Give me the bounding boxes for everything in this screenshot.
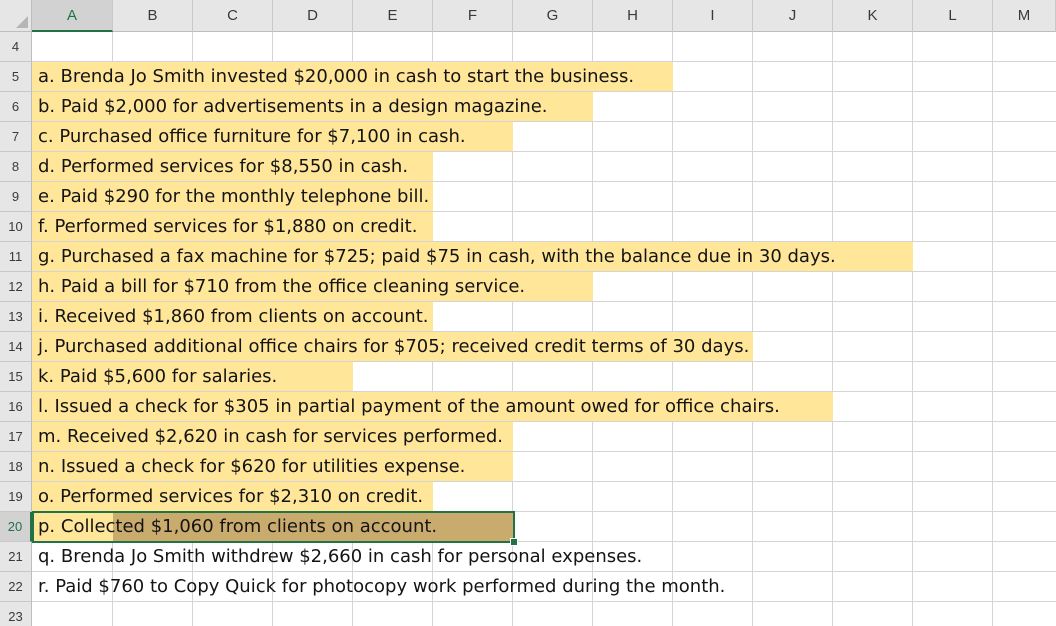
cell-a6[interactable]: b. Paid $2,000 for advertisements in a design magazine. [38,96,548,117]
cell-a12[interactable]: h. Paid a bill for $710 from the office cleaning service. [38,276,526,297]
select-all-corner[interactable] [0,0,32,32]
gridline-v [912,0,913,626]
column-header-j[interactable]: J [753,0,833,32]
select-all-triangle-icon[interactable] [16,16,28,28]
row-header-17[interactable]: 17 [0,422,32,452]
row-header-18[interactable]: 18 [0,452,32,482]
row-header-11[interactable]: 11 [0,242,32,272]
cell-a21[interactable]: q. Brenda Jo Smith withdrew $2,660 in cash for personal expenses. [38,546,643,567]
cell-a18[interactable]: n. Issued a check for $620 for utilities expense. [38,456,466,477]
column-header-f[interactable]: F [433,0,513,32]
gridline-v [752,0,753,626]
row-header-23[interactable]: 23 [0,602,32,626]
column-header-g[interactable]: G [513,0,593,32]
gridline-v [672,0,673,626]
fill-handle[interactable] [510,538,518,546]
cell-a9[interactable]: e. Paid $290 for the monthly telephone bill. [38,186,430,207]
column-header-k[interactable]: K [833,0,913,32]
row-header-4[interactable]: 4 [0,32,32,62]
row-header-19[interactable]: 19 [0,482,32,512]
cell-a20[interactable]: p. Collected $1,060 from clients on account. [38,516,438,537]
column-header-h[interactable]: H [593,0,673,32]
row-header-9[interactable]: 9 [0,182,32,212]
row-header-12[interactable]: 12 [0,272,32,302]
cell-a7[interactable]: c. Purchased office furniture for $7,100 in cash. [38,126,466,147]
row-header-14[interactable]: 14 [0,332,32,362]
column-header-l[interactable]: L [913,0,993,32]
cell-a14[interactable]: j. Purchased additional office chairs for $705; received credit terms of 30 days. [38,336,750,357]
column-header-d[interactable]: D [273,0,353,32]
row-header-13[interactable]: 13 [0,302,32,332]
cell-a16[interactable]: l. Issued a check for $305 in partial payment of the amount owed for office chairs. [38,396,780,417]
cell-a19[interactable]: o. Performed services for $2,310 on credit. [38,486,424,507]
cell-a13[interactable]: i. Received $1,860 from clients on account. [38,306,429,327]
cell-a10[interactable]: f. Performed services for $1,880 on credit. [38,216,418,237]
row-header-21[interactable]: 21 [0,542,32,572]
column-header-m[interactable]: M [993,0,1056,32]
column-header-e[interactable]: E [353,0,433,32]
cell-a8[interactable]: d. Performed services for $8,550 in cash. [38,156,409,177]
row-header-20[interactable]: 20 [0,512,32,542]
cell-a5[interactable]: a. Brenda Jo Smith invested $20,000 in cash to start the business. [38,66,635,87]
column-header-i[interactable]: I [673,0,753,32]
cell-a17[interactable]: m. Received $2,620 in cash for services performed. [38,426,504,447]
row-header-15[interactable]: 15 [0,362,32,392]
row-header-22[interactable]: 22 [0,572,32,602]
row-header-5[interactable]: 5 [0,62,32,92]
cell-a22[interactable]: r. Paid $760 to Copy Quick for photocopy work performed during the month. [38,576,726,597]
column-header-b[interactable]: B [113,0,193,32]
gridline-v [832,0,833,626]
row-header-6[interactable]: 6 [0,92,32,122]
column-header-c[interactable]: C [193,0,273,32]
active-cell-border [32,511,515,543]
row-header-7[interactable]: 7 [0,122,32,152]
gridline-v [992,0,993,626]
cell-a15[interactable]: k. Paid $5,600 for salaries. [38,366,278,387]
column-header-a[interactable]: A [32,0,113,32]
row-header-16[interactable]: 16 [0,392,32,422]
row-header-10[interactable]: 10 [0,212,32,242]
row-header-8[interactable]: 8 [0,152,32,182]
cell-a11[interactable]: g. Purchased a fax machine for $725; paid $75 in cash, with the balance due in 30 days. [38,246,836,267]
